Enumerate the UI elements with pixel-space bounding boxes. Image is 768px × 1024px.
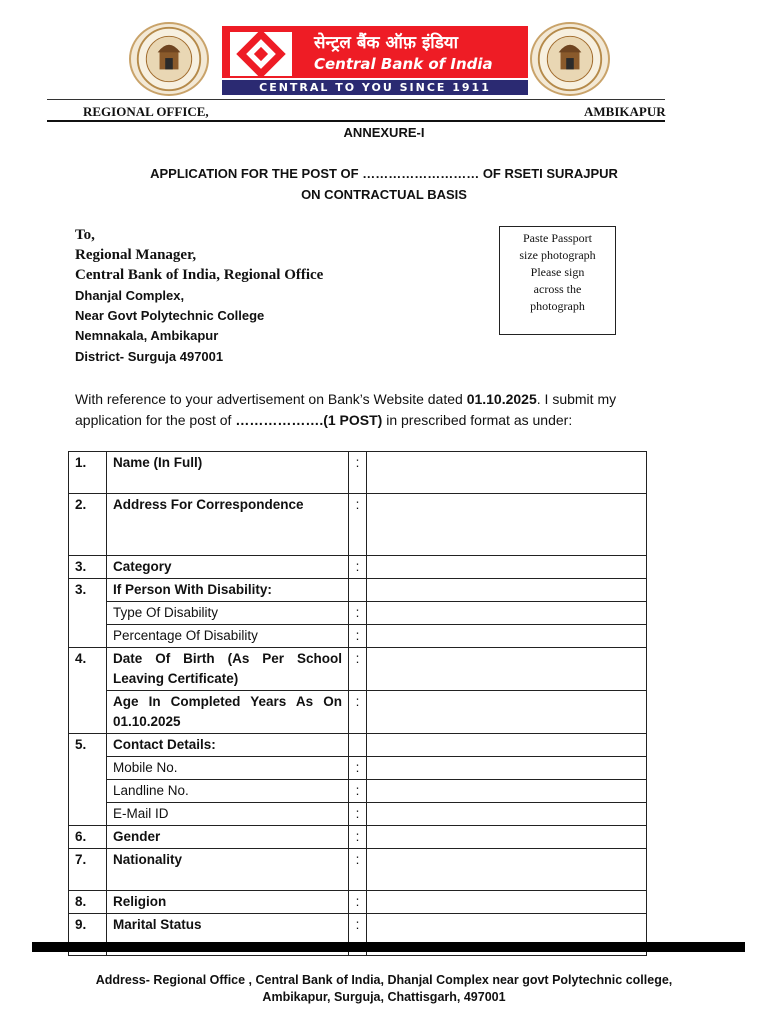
seal-emblem-icon (131, 24, 207, 94)
brand-red-panel (222, 26, 528, 78)
table-row (69, 452, 647, 494)
colon-empty (349, 579, 367, 602)
bank-seal-left (129, 22, 209, 96)
address-manager: Regional Manager, (75, 247, 197, 263)
colon: : (349, 494, 367, 556)
photo-instruction-line: Please sign (530, 265, 585, 279)
colon: : (349, 914, 367, 956)
application-title-line1: APPLICATION FOR THE POST OF ……………………… OF RSETI SURAJPUR (150, 166, 618, 181)
table-row (69, 579, 647, 602)
row-number: 1. (69, 452, 107, 494)
address-line3: Nemnakala, Ambikapur (75, 328, 219, 343)
field-input-contact (367, 734, 647, 757)
address-line2: Near Govt Polytechnic College (75, 308, 265, 323)
photo-instruction-line: Paste Passport (523, 231, 592, 245)
colon: : (349, 452, 367, 494)
row-number: 9. (69, 914, 107, 956)
address-bank: Central Bank of India, Regional Office (75, 267, 324, 283)
field-input-nationality[interactable] (367, 849, 647, 891)
advertisement-date: 01.10.2025 (466, 391, 537, 407)
row-number: 5. (69, 734, 107, 826)
table-row (69, 780, 647, 803)
bank-seal-right (530, 22, 610, 96)
footer-rule (32, 942, 745, 952)
intro-text: application for the post of (75, 412, 236, 428)
field-label-mobile: Mobile No. (107, 757, 349, 780)
colon: : (349, 757, 367, 780)
field-input-disability (367, 579, 647, 602)
colon: : (349, 849, 367, 891)
intro-text: With reference to your advertisement on Bank’s Website dated (75, 391, 467, 407)
table-row (69, 556, 647, 579)
bank-logo-icon (230, 32, 292, 76)
photo-instruction-line: photograph (530, 299, 585, 313)
field-input-email[interactable] (367, 803, 647, 826)
intro-paragraph-line1 (75, 389, 693, 410)
photo-placeholder-box[interactable] (499, 226, 616, 335)
table-row (69, 494, 647, 556)
field-label-nationality: Nationality (107, 849, 349, 891)
field-input-landline[interactable] (367, 780, 647, 803)
table-row (69, 691, 647, 734)
field-input-address[interactable] (367, 494, 647, 556)
field-input-dob[interactable] (367, 648, 647, 691)
post-count: ……………….(1 POST) (235, 412, 383, 428)
field-label-address: Address For Correspondence (107, 494, 349, 556)
table-row (69, 602, 647, 625)
table-row (69, 648, 647, 691)
regional-office-label: REGIONAL OFFICE, (83, 104, 209, 119)
header-rule-thick (47, 120, 665, 122)
table-row (69, 826, 647, 849)
colon: : (349, 803, 367, 826)
field-input-age[interactable] (367, 691, 647, 734)
brand-name-hindi: सेन्ट्रल बैंक ऑफ़ इंडिया (314, 33, 459, 53)
table-row (69, 849, 647, 891)
colon: : (349, 648, 367, 691)
colon: : (349, 625, 367, 648)
field-label-disability-type: Type Of Disability (107, 602, 349, 625)
field-label-email: E-Mail ID (107, 803, 349, 826)
table-row (69, 803, 647, 826)
application-title-line2: ON CONTRACTUAL BASIS (301, 187, 467, 202)
address-to: To, (75, 227, 95, 243)
field-label-disability-percentage: Percentage Of Disability (107, 625, 349, 648)
field-label-gender: Gender (107, 826, 349, 849)
table-row (69, 734, 647, 757)
row-number: 3. (69, 556, 107, 579)
field-label-dob: Date Of Birth (As Per School Leaving Certificate) (107, 648, 349, 691)
intro-text: . I submit my (536, 391, 617, 407)
field-label-category: Category (107, 556, 349, 579)
row-number: 4. (69, 648, 107, 734)
field-input-name[interactable] (367, 452, 647, 494)
row-number: 8. (69, 891, 107, 914)
field-label-contact: Contact Details: (107, 734, 349, 757)
colon: : (349, 780, 367, 803)
seal-emblem-icon (532, 24, 608, 94)
table-row (69, 625, 647, 648)
field-label-name: Name (In Full) (107, 452, 349, 494)
brand-name-english: Central Bank of India (314, 55, 493, 73)
colon: : (349, 891, 367, 914)
colon: : (349, 602, 367, 625)
row-number: 7. (69, 849, 107, 891)
field-label-marital-status: Marital Status (107, 914, 349, 956)
city-label: AMBIKAPUR (584, 104, 666, 119)
field-label-religion: Religion (107, 891, 349, 914)
address-line1: Dhanjal Complex, (75, 288, 185, 303)
row-number: 3. (69, 579, 107, 648)
field-input-disability-type[interactable] (367, 602, 647, 625)
field-label-age: Age In Completed Years As On 01.10.2025 (107, 691, 349, 734)
colon: : (349, 826, 367, 849)
footer-address-line1: Address- Regional Office , Central Bank of India, Dhanjal Complex near govt Polytechnic college, (95, 973, 673, 987)
table-row (69, 757, 647, 780)
address-line4: District- Surguja 497001 (75, 349, 224, 364)
field-input-religion[interactable] (367, 891, 647, 914)
field-label-landline: Landline No. (107, 780, 349, 803)
annexure-title: ANNEXURE-I (343, 125, 425, 140)
photo-instruction-line: across the (533, 282, 582, 296)
table-row (69, 891, 647, 914)
row-number: 2. (69, 494, 107, 556)
field-label-disability: If Person With Disability: (107, 579, 349, 602)
header-rule-thin (47, 99, 665, 100)
intro-text: in prescribed format as under: (382, 412, 573, 428)
field-input-disability-percentage[interactable] (367, 625, 647, 648)
field-input-mobile[interactable] (367, 757, 647, 780)
field-input-gender[interactable] (367, 826, 647, 849)
footer-address-line2: Ambikapur, Surguja, Chattisgarh, 497001 (262, 990, 506, 1004)
intro-paragraph-line2 (75, 410, 693, 431)
field-input-category[interactable] (367, 556, 647, 579)
application-form-table (68, 451, 647, 956)
colon: : (349, 556, 367, 579)
colon: : (349, 691, 367, 734)
bank-brand-banner (222, 26, 528, 96)
photo-instruction-line: size photograph (519, 248, 596, 262)
brand-tagline: CENTRAL TO YOU SINCE 1911 (222, 80, 528, 95)
row-number: 6. (69, 826, 107, 849)
colon-empty (349, 734, 367, 757)
